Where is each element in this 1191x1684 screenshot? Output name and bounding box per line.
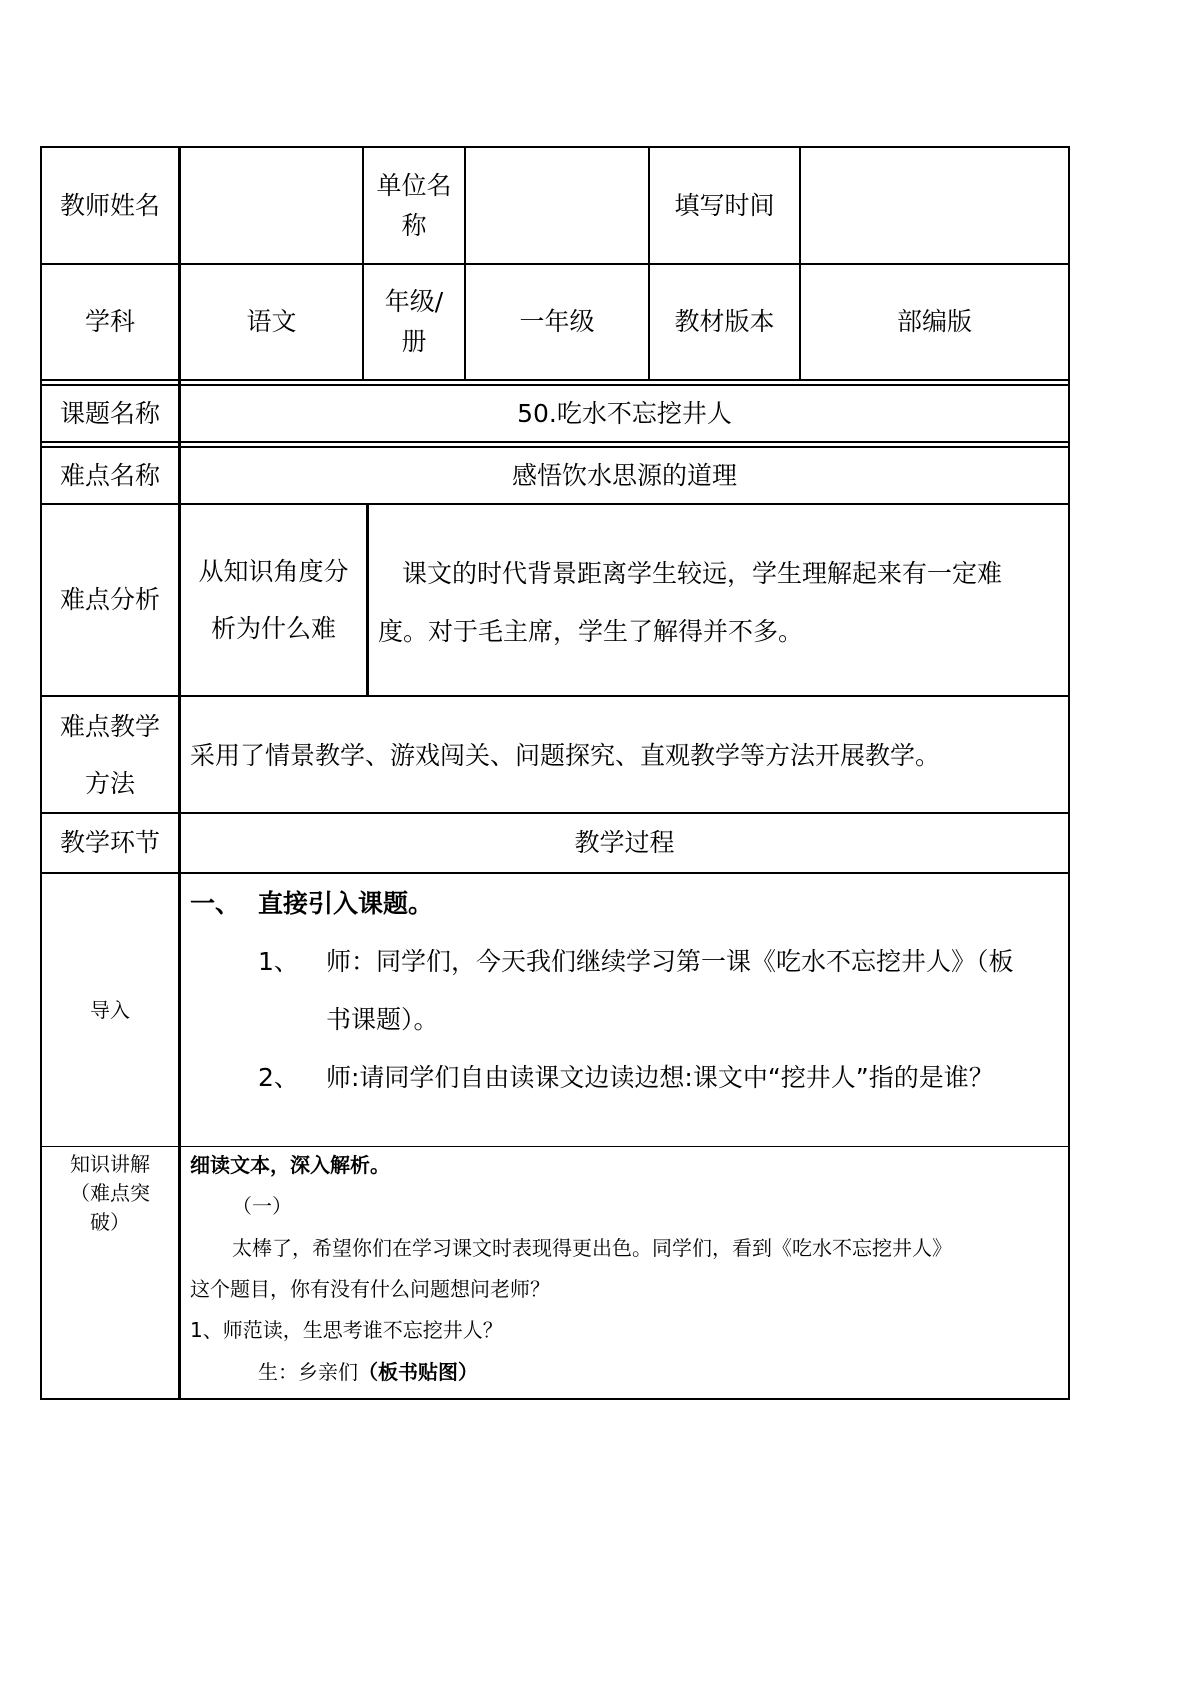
- table-line-row7: [40, 872, 1070, 874]
- intro-item1-line1: 师：同学们，今天我们继续学习第一课《吃水不忘挖井人》（板: [326, 947, 1014, 976]
- table-line-analysis-divider: [366, 503, 369, 697]
- fill-time-value: [801, 148, 1068, 263]
- fill-time-label: 填写时间: [674, 190, 775, 220]
- grade-label-line2: 册: [401, 327, 427, 356]
- table-line-right: [1068, 146, 1070, 1400]
- subject-label: 学科: [84, 307, 135, 336]
- explain-question1: 1、师范读，生思考谁不忘挖井人？: [190, 1318, 503, 1342]
- lesson-title-value: 50.吃水不忘挖井人: [517, 398, 732, 428]
- textbook-label: 教材版本: [674, 307, 775, 336]
- method-label: [42, 697, 178, 812]
- explain-para-line1: 太棒了，希望你们在学习课文时表现得更出色。同学们，看到《吃水不忘挖井人》: [232, 1236, 952, 1260]
- table-line-bottom: [40, 1398, 1070, 1400]
- explain-stage-line1: 知识讲解: [70, 1152, 150, 1176]
- analysis-label: 难点分析: [59, 585, 160, 614]
- analysis-text-line1: 课文的时代背景距离学生较远，学生理解起来有一定难: [402, 559, 1003, 588]
- lesson-title-label: 课题名称: [59, 398, 160, 428]
- intro-stage: 导入: [90, 998, 130, 1022]
- teacher-name-label: 教师姓名: [59, 190, 160, 220]
- analysis-sub-label-line2: 析为什么难: [210, 614, 336, 643]
- analysis-sub-label: [181, 505, 366, 695]
- explain-para-line2: 这个题目，你有没有什么问题想问老师？: [190, 1277, 550, 1301]
- analysis-text-line2: 度。对于毛主席，学生了解得并不多。: [378, 617, 804, 646]
- explain-stage-line3: 破）: [90, 1210, 130, 1234]
- method-text: 采用了情景教学、游戏闯关、问题探究、直观教学等方法开展教学。: [190, 741, 941, 770]
- intro-item1-line2: 书课题）。: [326, 1005, 439, 1034]
- intro-item2-number: 2、: [258, 1063, 299, 1092]
- unit-name-label: [364, 148, 464, 263]
- explain-answer-prefix: 生：乡亲们: [258, 1360, 358, 1384]
- grade-label-line1: 年级/: [384, 287, 444, 316]
- intro-item2-text: 师:请同学们自由读课文边读边想:课文中“挖井人”指的是谁？: [326, 1063, 994, 1092]
- difficulty-label: 难点名称: [59, 460, 160, 490]
- explain-stage-line2: （难点突: [70, 1181, 150, 1205]
- explain-answer: [258, 1356, 478, 1388]
- explain-answer-bold: （板书贴图）: [358, 1360, 478, 1384]
- unit-name-label-line1: 单位名: [376, 170, 452, 200]
- method-label-line1: 难点教学: [59, 711, 160, 741]
- table-line-row8: [40, 1146, 1070, 1147]
- grade-label: [364, 265, 464, 379]
- textbook-value: 部编版: [896, 307, 972, 336]
- grade-value: 一年级: [519, 307, 595, 336]
- stage-header: 教学环节: [59, 828, 160, 857]
- table-line-row2a: [40, 379, 1070, 381]
- teacher-name-value: [181, 148, 362, 263]
- method-label-line2: 方法: [84, 768, 135, 798]
- table-line-row5: [40, 695, 1070, 697]
- difficulty-value: 感悟饮水思源的道理: [511, 460, 737, 490]
- process-header: 教学过程: [574, 828, 675, 857]
- table-line-row3a: [40, 441, 1070, 443]
- unit-name-label-line2: 称: [401, 210, 427, 240]
- intro-item1-number: 1、: [258, 947, 299, 976]
- explain-section: （一）: [232, 1194, 292, 1218]
- analysis-sub-label-line1: 从知识角度分: [198, 557, 349, 586]
- intro-heading: 直接引入课题。: [258, 889, 434, 918]
- explain-heading: 细读文本，深入解析。: [190, 1153, 390, 1177]
- intro-heading-number: 一、: [190, 889, 241, 918]
- explain-stage: [42, 1150, 178, 1237]
- unit-name-value: [466, 148, 648, 263]
- subject-value: 语文: [246, 307, 297, 336]
